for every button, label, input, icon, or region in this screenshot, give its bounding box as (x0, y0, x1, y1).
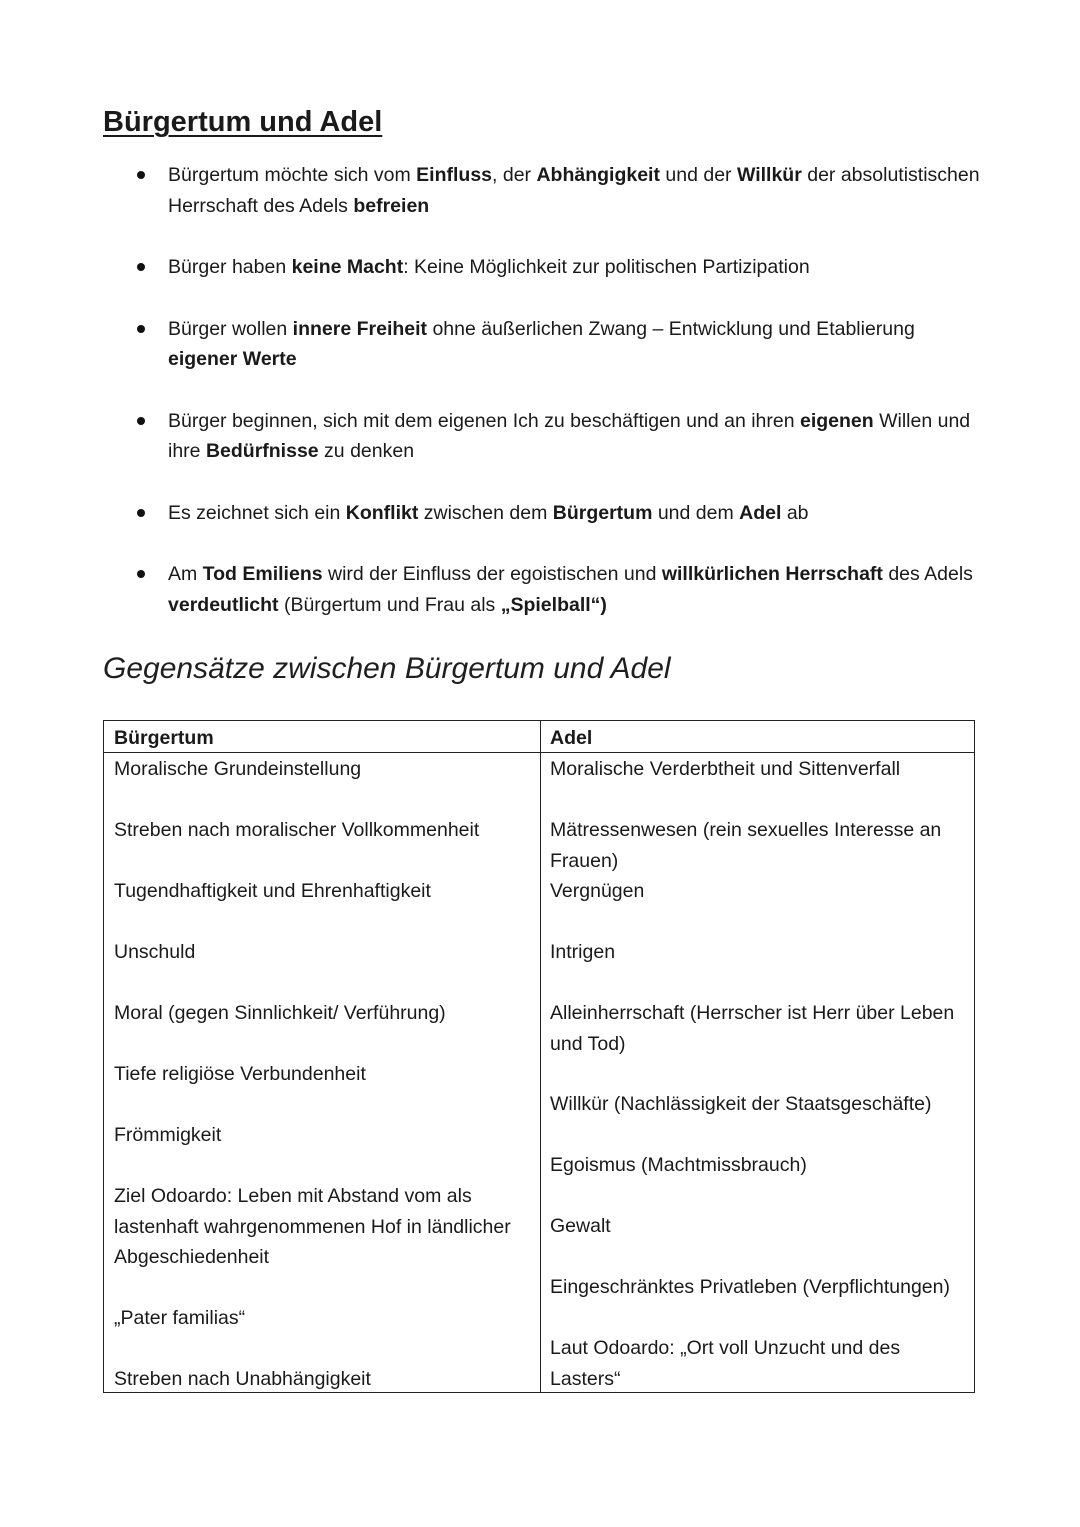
bullet-bold-text: „Spielball“) (500, 593, 607, 616)
table-cell-adel: Egoismus (Machtmissbrauch) (550, 1154, 807, 1176)
table-column-divider (540, 721, 541, 1392)
bullet-item (103, 406, 983, 467)
bullet-bold-text: willkürlichen Herrschaft (661, 563, 883, 585)
bullet-list (103, 160, 983, 651)
bullet-text: Bürgertum möchte sich vom (168, 164, 417, 186)
bullet-text: der absolutistischen Herrschaft des Adels (168, 164, 980, 217)
table-cell-buergertum: „Pater familias“ (114, 1307, 246, 1329)
bullet-text: zu denken (318, 440, 415, 462)
bullet-bold-text: Bürgertum (552, 501, 653, 524)
table-cell-buergertum: Moral (gegen Sinnlichkeit/ Verführung) (114, 1002, 446, 1024)
table-header-adel: Adel (550, 727, 593, 749)
bullet-bold-text: Abhängigkeit (536, 164, 660, 186)
bullet-text: ab (781, 501, 809, 524)
bullet-text: zwischen dem (418, 501, 553, 524)
bullet-bold-text: verdeutlicht (168, 593, 279, 616)
bullet-item (103, 498, 983, 529)
bullet-text: Bürger wollen (168, 317, 293, 340)
section-subtitle: Gegensätze zwischen Bürgertum und Adel (103, 652, 671, 685)
table-cell-buergertum: Tiefe religiöse Verbundenheit (114, 1063, 366, 1085)
bullet-bold-text: innere Freiheit (292, 317, 428, 340)
table-cell-buergertum: Unschuld (114, 941, 196, 963)
bullet-text: Es zeichnet sich ein (168, 501, 346, 524)
table-cell-buergertum: Streben nach moralischer Vollkommenheit (114, 819, 480, 841)
bullet-bold-text: Einfluss (416, 164, 493, 186)
bullet-text: Bürger beginnen, sich mit dem eigenen Ich zu beschäftigen und an ihren (168, 409, 800, 432)
bullet-text: und dem (652, 501, 740, 524)
page-title: Bürgertum und Adel (103, 106, 383, 138)
bullet-bold-text: keine Macht (291, 256, 404, 278)
bullet-text: (Bürgertum und Frau als (278, 593, 501, 616)
bullet-bold-text: befreien (353, 194, 430, 217)
table-cell-buergertum: Moralische Grundeinstellung (114, 758, 362, 780)
table-cell-adel: Vergnügen (550, 880, 645, 902)
bullet-item (103, 252, 983, 283)
bullet-text: wird der Einfluss der egoistischen und (322, 563, 662, 585)
bullet-bold-text: Konflikt (345, 501, 419, 524)
bullet-text: und der (659, 164, 737, 186)
bullet-bold-text: Adel (739, 501, 782, 524)
table-cell-adel: Laut Odoardo: „Ort voll Unzucht und des Lasters“ (550, 1337, 901, 1390)
bullet-bold-text: Willkür (736, 164, 802, 186)
comparison-table (103, 720, 975, 1393)
table-cell-adel: Gewalt (550, 1215, 611, 1237)
bullet-text: des Adels (882, 563, 973, 585)
bullet-bold-text: eigener Werte (168, 348, 297, 370)
table-header-buergertum: Bürgertum (114, 727, 214, 749)
table-cell-buergertum: Ziel Odoardo: Leben mit Abstand vom als lastenhaft wahrgenommenen Hof in ländlicher Abgeschiedenheit (114, 1185, 511, 1268)
table-cell-buergertum: Tugendhaftigkeit und Ehrenhaftigkeit (114, 880, 431, 902)
table-cell-adel: Intrigen (550, 941, 616, 963)
table-cell-adel: Moralische Verderbtheit und Sittenverfall (550, 758, 901, 780)
table-cell-adel: Willkür (Nachlässigkeit der Staatsgeschäfte) (550, 1093, 932, 1115)
bullet-text: Willen und ihre (168, 409, 971, 462)
table-cell-buergertum: Frömmigkeit (114, 1124, 222, 1146)
table-cell-adel: Mätressenwesen (rein sexuelles Interesse an Frauen) (550, 819, 942, 872)
bullet-text: Bürger haben (168, 256, 292, 278)
bullet-item (103, 314, 983, 375)
bullet-text: Am (168, 563, 203, 585)
bullet-bold-text: eigenen (800, 409, 874, 432)
bullet-bold-text: Tod Emiliens (202, 563, 323, 585)
bullet-text: ohne äußerlichen Zwang – Entwicklung und Etablierung (427, 317, 915, 340)
bullet-item (103, 559, 983, 620)
table-cell-buergertum: Streben nach Unabhängigkeit (114, 1368, 371, 1390)
bullet-item (103, 160, 983, 221)
bullet-bold-text: Bedürfnisse (205, 440, 319, 462)
bullet-text: : Keine Möglichkeit zur politischen Partizipation (403, 256, 810, 278)
bullet-text: , der (492, 164, 537, 186)
table-cell-adel: Eingeschränktes Privatleben (Verpflichtungen) (550, 1276, 950, 1298)
table-cell-adel: Alleinherrschaft (Herrscher ist Herr über Leben und Tod) (550, 1002, 955, 1055)
